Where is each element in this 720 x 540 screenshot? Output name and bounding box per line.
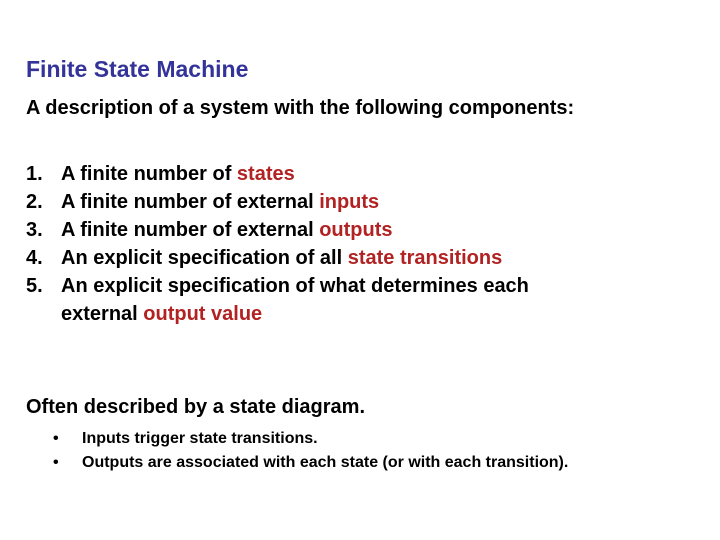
- list-item: [26, 188, 529, 216]
- slide-title: Finite State Machine: [26, 56, 249, 82]
- bullet-text: Inputs trigger state transitions.: [82, 430, 318, 447]
- item-highlight: output value: [143, 303, 263, 325]
- list-item: [53, 427, 568, 451]
- item-number: 2.: [26, 191, 43, 213]
- item-number: 5.: [26, 275, 43, 297]
- list-item: [26, 272, 529, 328]
- item-text: A finite number of: [61, 163, 237, 185]
- item-number: 1.: [26, 163, 43, 185]
- often-described-text: Often described by a state diagram.: [26, 396, 365, 418]
- intro-text: A description of a system with the following components:: [26, 97, 575, 119]
- list-item: [26, 244, 529, 272]
- item-text: An explicit specification of all: [61, 247, 348, 269]
- item-highlight: inputs: [319, 191, 380, 213]
- components-list: [26, 160, 529, 328]
- item-text: An explicit specification of what determines each: [61, 275, 529, 297]
- item-text: A finite number of external: [61, 191, 320, 213]
- list-item: [26, 216, 529, 244]
- list-item: [26, 160, 529, 188]
- list-item: [53, 451, 568, 475]
- bullet-glyph: •: [53, 430, 59, 447]
- item-text: A finite number of external: [61, 219, 320, 241]
- item-number: 3.: [26, 219, 43, 241]
- item-number: 4.: [26, 247, 43, 269]
- item-highlight: state transitions: [347, 247, 503, 269]
- item-highlight: states: [236, 163, 295, 185]
- bullet-glyph: •: [53, 454, 59, 471]
- item-text-continued: external: [61, 303, 144, 325]
- bullet-list: [53, 427, 568, 475]
- bullet-text: Outputs are associated with each state (or with each transition).: [82, 454, 569, 471]
- item-highlight: outputs: [319, 219, 393, 241]
